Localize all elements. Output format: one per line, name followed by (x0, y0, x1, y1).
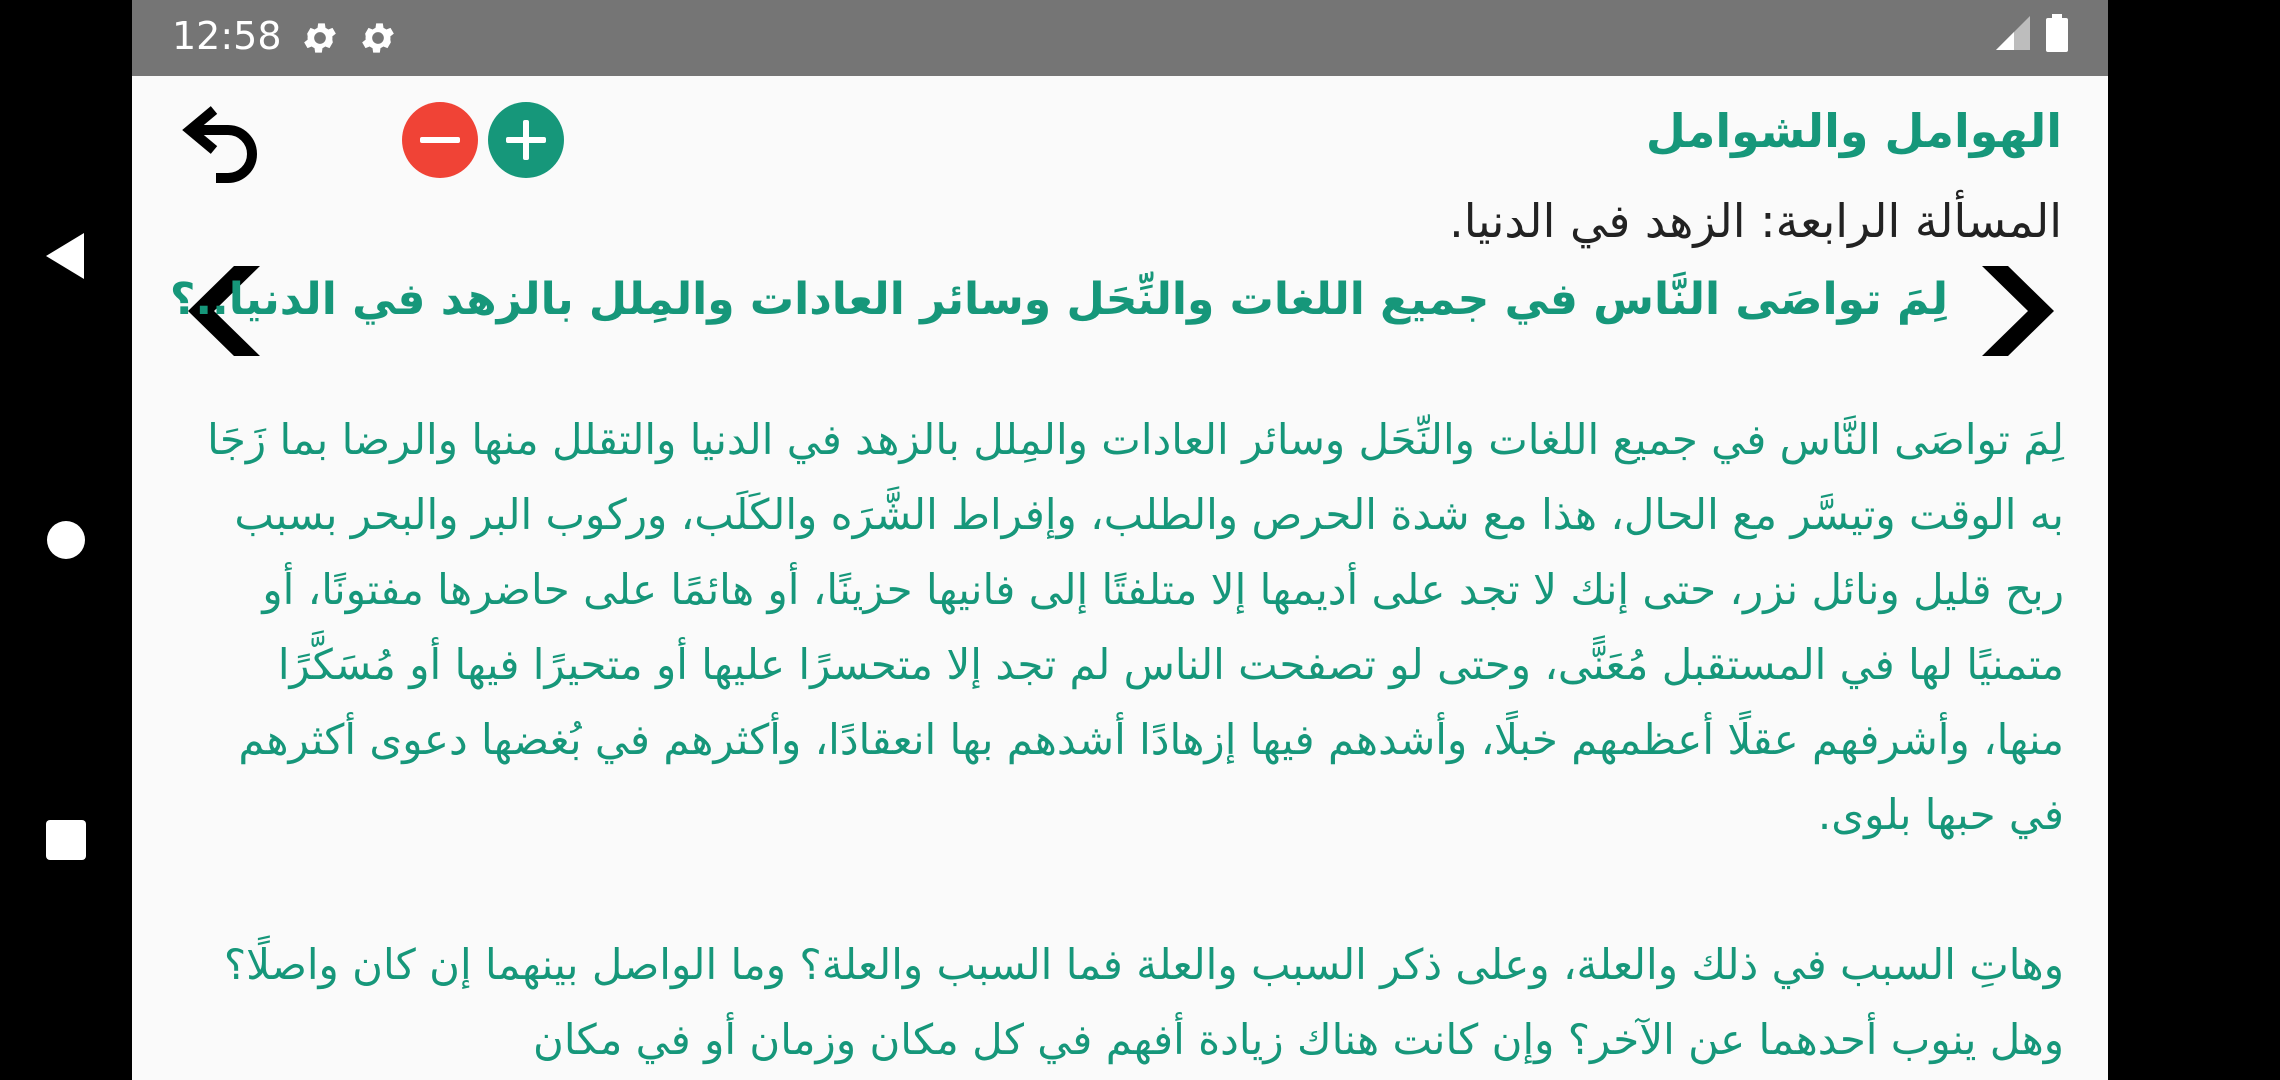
nav-recents-icon[interactable] (36, 810, 96, 870)
navigation-bar (0, 0, 132, 1080)
undo-arrow-icon[interactable] (176, 96, 266, 186)
zoom-in-button[interactable] (488, 102, 564, 178)
zoom-out-button[interactable] (402, 102, 478, 178)
article-body (192, 402, 2064, 1077)
nav-back-icon[interactable] (36, 226, 96, 286)
gear-icon (300, 18, 340, 58)
chapter-title: المسألة الرابعة: الزهد في الدنيا. (1449, 194, 2062, 248)
question-heading: لِمَ تواصَى النَّاس في جميع اللغات والنِّحَل وسائر العادات والمِلل بالزهد في الدنيا..؟ (169, 274, 1948, 325)
book-title: الهوامل والشوامل (1645, 104, 2062, 158)
battery-icon (2046, 14, 2068, 52)
paragraph: وهاتِ السبب في ذلك والعلة، وعلى ذكر السبب والعلة فما السبب والعلة؟ وما الواصل بينهما إن كان واصلًا؟ وهل ينوب أحدهما عن الآخر؟ وإن كانت هناك زيادة أفهم في كل مكان وزمان أو في مكان (223, 940, 2064, 1064)
next-chevron-icon[interactable] (1978, 266, 2068, 356)
paragraph: لِمَ تواصَى النَّاس في جميع اللغات والنِّحَل وسائر العادات والمِلل بالزهد في الدنيا والتقلل منها والرضا بما زَجَا به الوقت وتيسَّر مع الحال، هذا مع شدة الحرص والطلب، وإفراط الشَّرَه والكَلَب، وركوب البر والبحر بسبب ربح قليل ونائل نزر، حتى إنك لا تجد على أديمها إلا متلفتًا إلى فانيها حزينًا، أو هائمًا على حاضرها مفتونًا، أو متمنيًا لها في المستقبل مُعَنًّى، وحتى لو تصفحت الناس لم تجد إلا متحسرًا عليها أو متحيرًا فيها أو مُسَكَّرًا منها، وأشرفهم عقلًا أعظمهم خبلًا، وأشدهم فيها إزهادًا أشدهم بها انعقادًا، وأكثرهم في بُغضها دعوى أكثرهم في حبها بلوى. (207, 415, 2064, 839)
gear-icon (358, 18, 398, 58)
nav-home-icon[interactable] (36, 510, 96, 570)
signal-icon (1996, 16, 2030, 50)
reader-view (132, 76, 2108, 1080)
status-time: 12:58 (172, 14, 282, 58)
screen-edge (2108, 0, 2280, 1080)
status-bar (132, 0, 2108, 76)
